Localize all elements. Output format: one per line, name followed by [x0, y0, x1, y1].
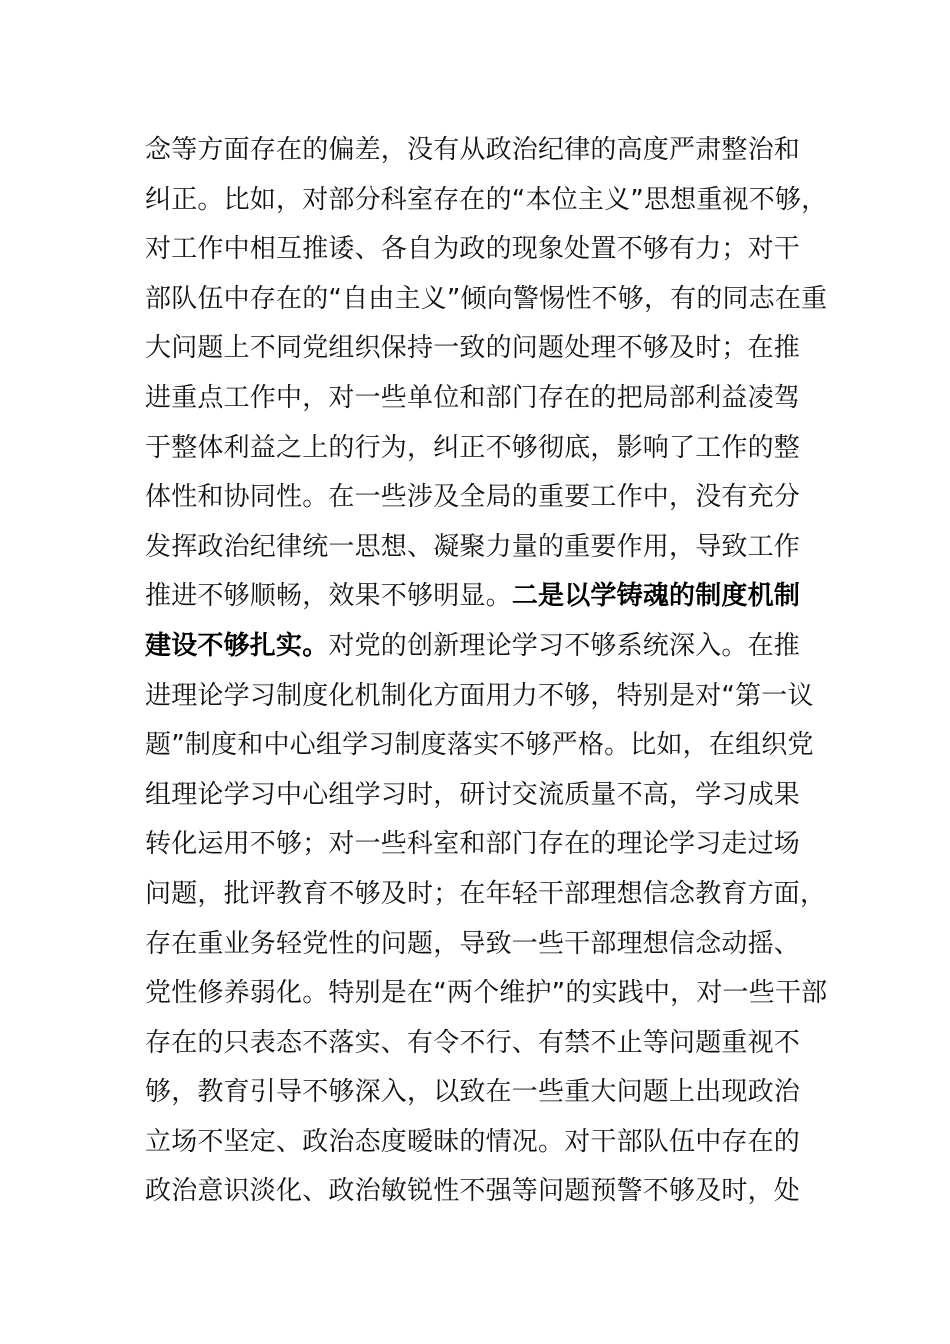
text-line [145, 622, 825, 672]
text-line: 体性和协同性。在一些涉及全局的重要工作中，没有充分 [145, 482, 801, 513]
text-line-normal: 推进不够顺畅，效果不够明显。 [145, 581, 512, 612]
text-line: 政治意识淡化、政治敏锐性不强等问题预警不够及时，处 [145, 1176, 801, 1207]
text-line: 问题，批评教育不够及时；在年轻干部理想信念教育方面， [145, 878, 827, 909]
section-heading-part: 二是以学铸魂的制度机制 [511, 581, 801, 612]
text-line: 发挥政治纪律统一思想、凝聚力量的重要作用，导致工作 [145, 531, 801, 562]
text-line: 纠正。比如，对部分科室存在的“本位主义”思想重视不够， [145, 184, 828, 215]
text-line: 够，教育引导不够深入，以致在一些重大问题上出现政治 [145, 1077, 801, 1108]
text-line: 转化运用不够；对一些科室和部门存在的理论学习走过场 [145, 829, 801, 860]
text-line: 对工作中相互推诿、各自为政的现象处置不够有力；对干 [145, 234, 801, 265]
body-text [145, 126, 828, 1217]
text-line: 部队伍中存在的“自由主义”倾向警惕性不够，有的同志在重 [145, 283, 828, 314]
text-line: 于整体利益之上的行为，纠正不够彻底，影响了工作的整 [145, 432, 801, 463]
text-line: 立场不坚定、政治态度暧昧的情况。对干部队伍中存在的 [145, 1126, 801, 1157]
text-line [145, 572, 825, 622]
text-line: 存在的只表态不落实、有令不行、有禁不止等问题重视不 [145, 1027, 801, 1058]
text-line: 存在重业务轻党性的问题，导致一些干部理想信念动摇、 [145, 928, 801, 959]
text-line: 进重点工作中，对一些单位和部门存在的把局部利益凌驾 [145, 382, 801, 413]
text-line: 党性修养弱化。特别是在“两个维护”的实践中，对一些干部 [145, 978, 828, 1009]
text-line: 大问题上不同党组织保持一致的问题处理不够及时；在推 [145, 333, 801, 364]
text-line: 念等方面存在的偏差，没有从政治纪律的高度严肃整治和 [145, 135, 801, 165]
section-heading-part: 建设不够扎实。 [145, 630, 329, 661]
text-line-normal: 对党的创新理论学习不够系统深入。在推 [328, 630, 801, 661]
text-line: 题”制度和中心组学习制度落实不够严格。比如，在组织党 [145, 730, 814, 761]
text-line: 组理论学习中心组学习时，研讨交流质量不高，学习成果 [145, 779, 801, 810]
text-line: 进理论学习制度化机制化方面用力不够，特别是对“第一议 [145, 680, 814, 711]
